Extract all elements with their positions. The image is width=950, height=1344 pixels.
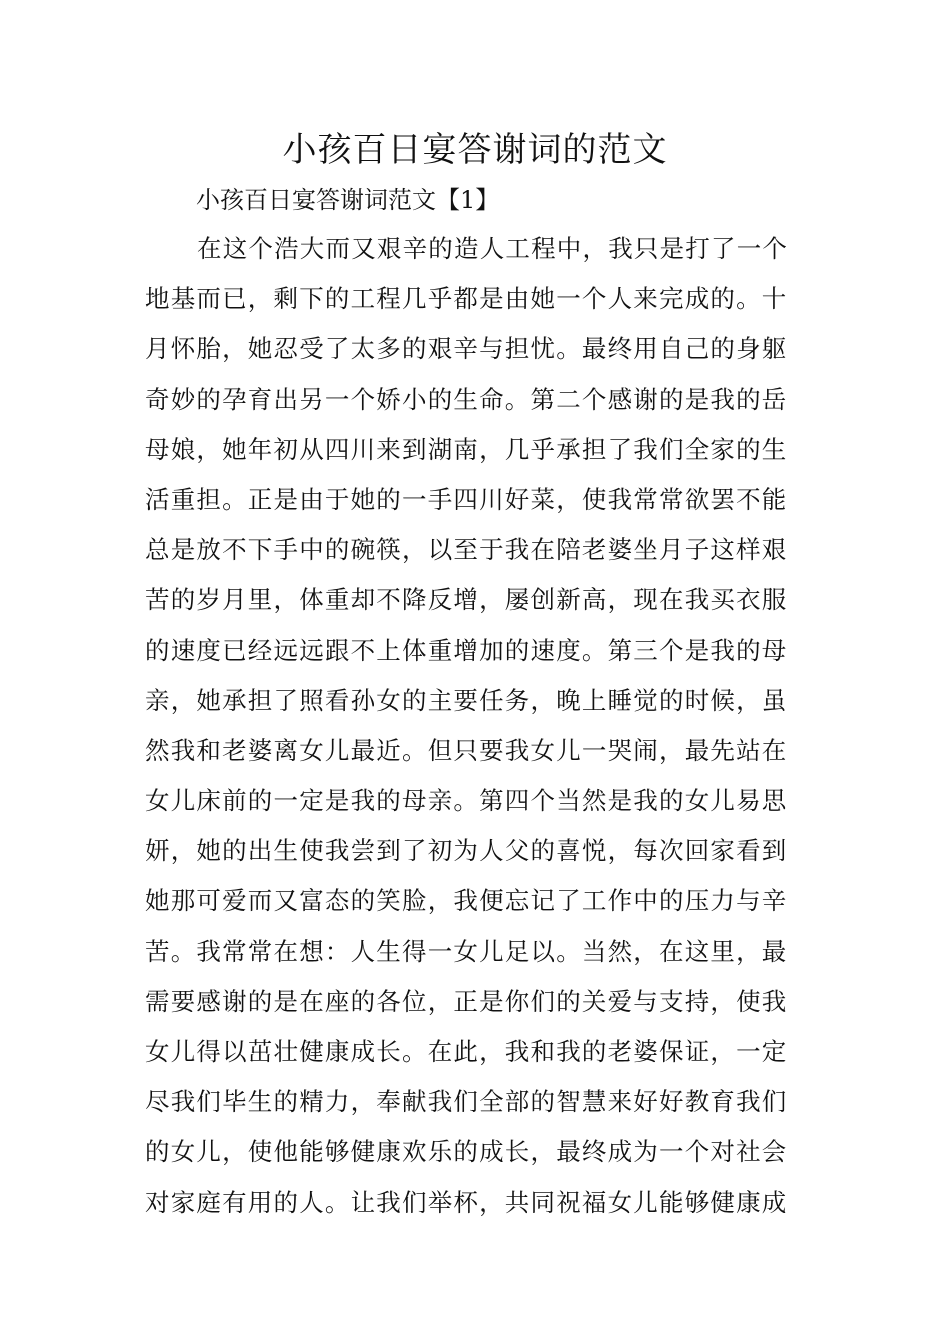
body-line: 尽我们毕生的精力，奉献我们全部的智慧来好好教育我们 [145, 1087, 788, 1117]
body-line: 的速度已经远远跟不上体重增加的速度。第三个是我的母 [145, 635, 788, 665]
body-line: 总是放不下手中的碗筷，以至于我在陪老婆坐月子这样艰 [145, 535, 788, 565]
body-line: 在这个浩大而又艰辛的造人工程中，我只是打了一个 [197, 234, 789, 263]
body-line: 活重担。正是由于她的一手四川好菜，使我常常欲罢不能 [145, 484, 788, 514]
body-line: 对家庭有用的人。让我们举杯，共同祝福女儿能够健康成 [145, 1187, 788, 1217]
section-heading: 小孩百日宴答谢词范文【1】 [196, 186, 500, 214]
body-line: 女儿得以茁壮健康成长。在此，我和我的老婆保证，一定 [145, 1037, 788, 1066]
body-line: 需要感谢的是在座的各位，正是你们的关爱与支持，使我 [145, 986, 788, 1016]
body-line: 苦的岁月里，体重却不降反增，屡创新高，现在我买衣服 [145, 585, 788, 615]
body-line: 苦。我常常在想：人生得一女儿足以。当然，在这里，最 [145, 936, 788, 966]
body-line: 月怀胎，她忍受了太多的艰辛与担忧。最终用自己的身躯 [145, 334, 788, 364]
body-line: 妍，她的出生使我尝到了初为人父的喜悦，每次回家看到 [145, 836, 788, 866]
body-line: 她那可爱而又富态的笑脸，我便忘记了工作中的压力与辛 [145, 886, 788, 916]
body-line: 奇妙的孕育出另一个娇小的生命。第二个感谢的是我的岳 [145, 384, 788, 414]
body-line: 的女儿，使他能够健康欢乐的成长，最终成为一个对社会 [145, 1137, 788, 1167]
document-title: 小孩百日宴答谢词的范文 [282, 130, 668, 170]
body-line: 亲，她承担了照看孙女的主要任务，晚上睡觉的时候，虽 [145, 685, 788, 715]
body-text [145, 232, 815, 1236]
body-line: 母娘，她年初从四川来到湖南，几乎承担了我们全家的生 [145, 434, 788, 464]
body-line: 女儿床前的一定是我的母亲。第四个当然是我的女儿易思 [145, 786, 788, 816]
body-line: 地基而已，剩下的工程几乎都是由她一个人来完成的。十 [145, 284, 788, 314]
body-line: 然我和老婆离女儿最近。但只要我女儿一哭闹，最先站在 [145, 735, 788, 765]
